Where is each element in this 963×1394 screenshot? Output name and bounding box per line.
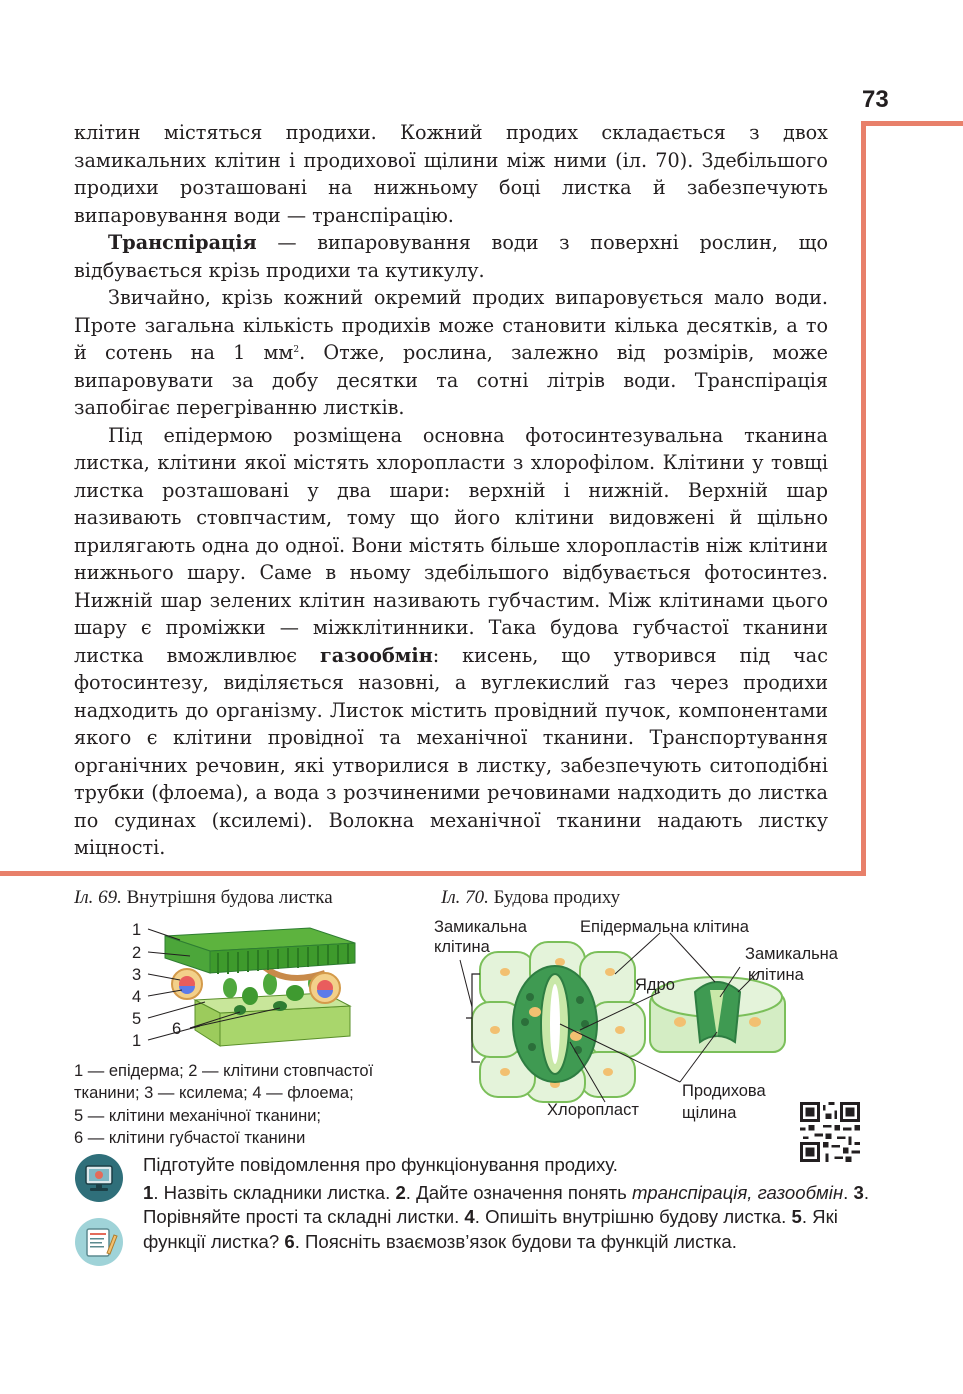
stoma-structure-illustration <box>420 912 870 1132</box>
fig70-label-pore-1: Продихова <box>682 1082 766 1100</box>
text-run: Звичайно, крізь кожний окремий продих випаровується мало води. Проте загальна кількість продихів може становити кілька десятків, а то й сотень на 1 мм <box>74 286 828 364</box>
fig69-number: 5 <box>132 1010 142 1028</box>
fig69-number: 1 <box>132 921 142 939</box>
text-run: клітин містяться продихи. Кожний продих складається з двох замикальних клітин і продихової щілини між ними (іл. 70). Здебільшого продихи розташовані на нижньому боці листка й забезпечують випаровування води — транспірацію. <box>74 121 828 227</box>
frame-bottom-border <box>0 871 866 876</box>
figure-69-label: Іл. 69. <box>74 887 122 908</box>
main-text <box>74 119 828 862</box>
fig69-number: 1 <box>132 1032 142 1050</box>
text-run: — випаровування води з поверхні рослин, що відбувається крізь продихи та кутикулу. <box>74 231 828 282</box>
text-run: Під епідермою розміщена основна фотосинтезувальна тканина листка, клітини якої містять хлоропласти з хлорофілом. Клітини у товщі листка розташовані у два шари: верхній і нижній. Верхній шар називають стовпчастим, тому що його клітини видовжені й щільно прилягають одна до одної. Вони містять більше хлоропластів ніж клітини нижнього шару. Саме в ньому здебільшого відбувається фотосинтез. Нижній шар зелених клітин називають губчастим. Між клітинами цього шару є проміжки — міжклітинники. Така будова губчастої тканини листка вможливлює <box>74 423 828 667</box>
question-number: 1 <box>143 1182 154 1203</box>
fig70-label-guard-right-1: Замикальна <box>745 945 838 963</box>
text-run: . Отже, рослина, залежно від розмірів, може випаровувати за добу десятки та сотні літрів води. Транспірація запобігає перегріванню листків. <box>74 341 828 419</box>
question-text: . <box>843 1182 854 1203</box>
question-text: . Опишіть внутрішню будову листка. <box>474 1206 792 1228</box>
text-run: : кисень, що утворився під час фотосинтезу, виділяється назовні, а вуглекислий газ через продихи надходить до організму. Листок містить провідний пучок, компонентами якого є клітини провідної та механічної тканини. Транспортування органічних речовин, які утворилися в листку, забезпечують ситоподібні трубки (флоема), а вода з розчиненими речовинами надходить до листка по судинах (ксилемі). Волокна механічної тканини надають листку міцності. <box>74 643 828 859</box>
figure-70-title: Будова продиху <box>493 887 621 908</box>
legend-line: 6 — клітини губчастої тканини <box>74 1128 306 1147</box>
question-text: . Які функції листка? <box>143 1206 838 1252</box>
figure-69-legend <box>74 1060 434 1149</box>
fig70-label-guard-left-2: клітина <box>434 938 490 956</box>
questions-notebook-icon <box>74 1217 124 1267</box>
fig69-number: 6 <box>172 1020 182 1038</box>
page-number: 73 <box>862 86 889 113</box>
figure-69-caption <box>74 887 333 909</box>
fig69-number: 2 <box>132 944 142 962</box>
fig70-label-epidermal: Епідермальна клітина <box>580 918 749 936</box>
fig70-label-pore-2: щілина <box>682 1104 737 1122</box>
legend-line: тканини; 3 — ксилема; 4 — флоема; <box>74 1084 354 1103</box>
fig70-label-nucleus: Ядро <box>635 976 675 994</box>
question-text: . Порівняйте прості та складні листки. <box>143 1182 870 1228</box>
fig69-number: 3 <box>132 966 142 984</box>
fig70-label-chloroplast: Хлоропласт <box>547 1101 639 1119</box>
legend-line: 1 — епідерма; 2 — клітини стовпчастої <box>74 1062 374 1080</box>
project-task: Підготуйте повідомлення про функціонування продиху. <box>143 1154 618 1175</box>
paragraph <box>74 229 828 284</box>
question-text: . Назвіть складники листка. <box>153 1182 396 1203</box>
computer-presentation-icon <box>74 1153 124 1203</box>
frame-top-border <box>861 121 963 126</box>
question-number: 4 <box>464 1206 475 1228</box>
question-number: 3 <box>853 1182 864 1203</box>
fig70-label-guard-right-2: клітина <box>748 966 804 984</box>
superscript: 2 <box>293 345 300 355</box>
leaf-cross-section-illustration <box>120 918 370 1058</box>
italic-term: транспірація, газообмін <box>632 1182 844 1203</box>
question-number: 6 <box>284 1230 295 1252</box>
paragraph <box>74 422 828 862</box>
figure-69-title: Внутрішня будова листка <box>126 887 333 908</box>
review-questions <box>143 1181 873 1254</box>
bold-term: газообмін <box>319 643 433 667</box>
figure-70-label: Іл. 70. <box>441 887 489 908</box>
question-text: . Поясніть взаємозв’язок будови та функцій листка. <box>294 1230 737 1252</box>
frame-right-border <box>861 121 866 876</box>
figure-70-caption <box>441 887 620 909</box>
fig69-number: 4 <box>132 988 142 1006</box>
legend-line: 5 — клітини механічної тканини; <box>74 1106 322 1125</box>
paragraph <box>74 119 828 229</box>
fig70-label-guard-left-1: Замикальна <box>434 918 527 936</box>
paragraph <box>74 284 828 422</box>
question-text: . Дайте означення понять <box>405 1182 633 1203</box>
bold-term: Транспірація <box>108 231 257 254</box>
question-number: 2 <box>395 1182 406 1203</box>
qr-code-icon[interactable] <box>800 1102 860 1162</box>
question-number: 5 <box>791 1206 802 1228</box>
